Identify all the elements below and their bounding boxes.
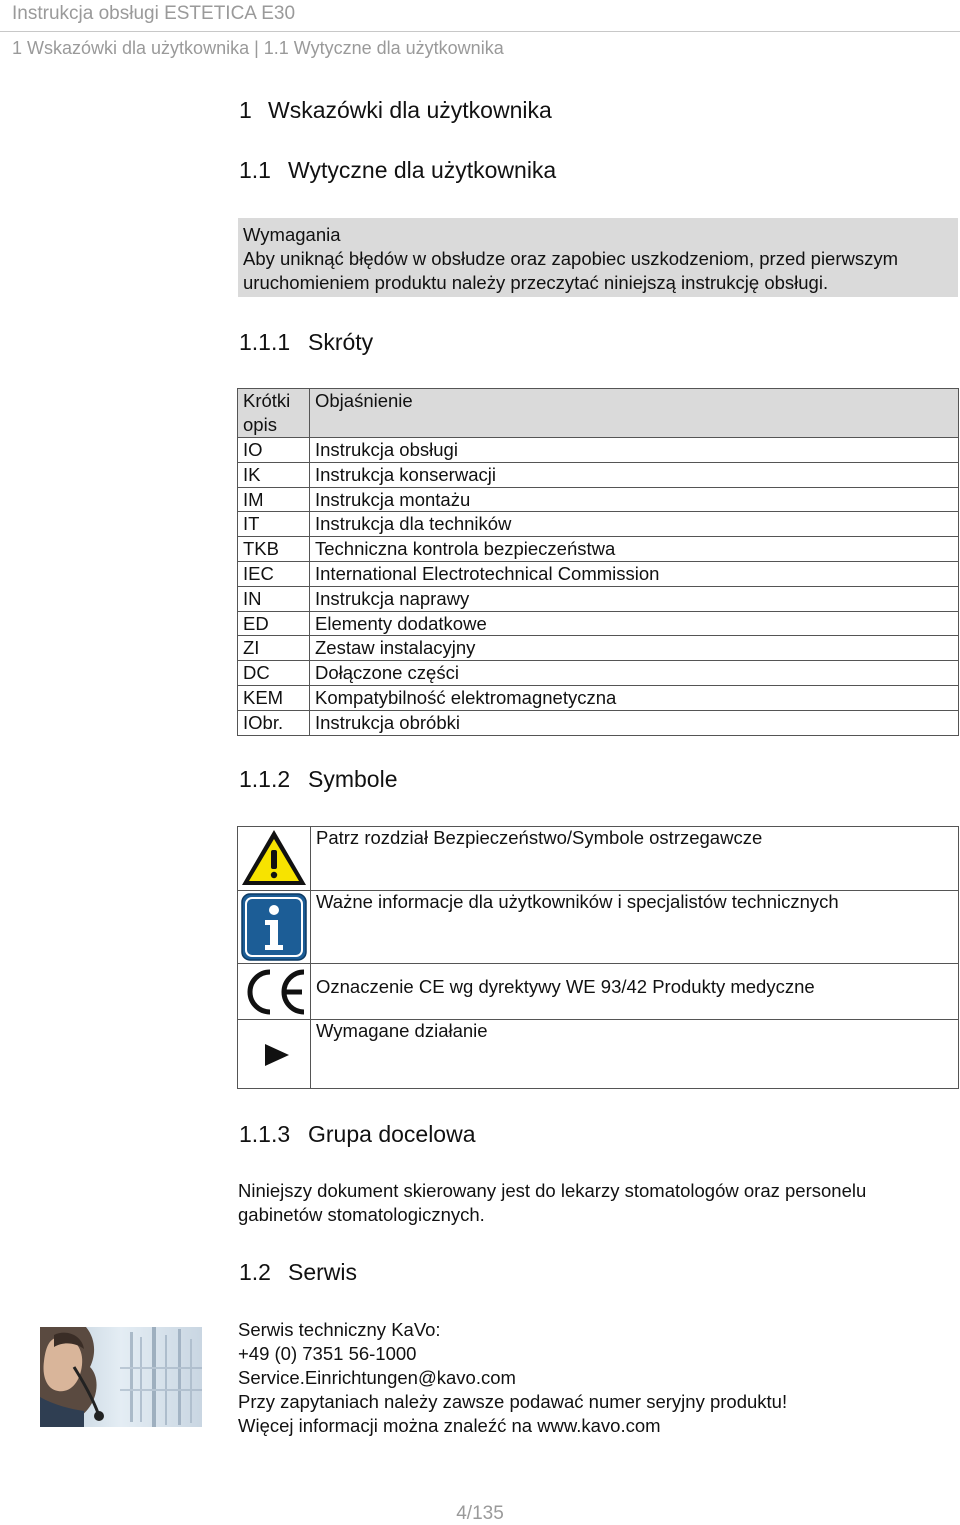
table-row xyxy=(238,685,959,710)
abbr-cell: TKB xyxy=(238,537,310,562)
abbr-cell: IObr. xyxy=(238,710,310,735)
table-row xyxy=(238,561,959,586)
section-1-1-1-heading xyxy=(239,329,373,356)
abbr-cell: IT xyxy=(238,512,310,537)
symbol-icon-cell xyxy=(238,1020,311,1089)
abbr-cell: IK xyxy=(238,462,310,487)
abbr-cell: DC xyxy=(238,661,310,686)
section-number: 1 xyxy=(239,97,252,123)
abbreviations-table xyxy=(237,388,959,736)
symbol-row xyxy=(238,827,959,891)
explanation-cell: Kompatybilność elektromagnetyczna xyxy=(310,685,959,710)
abbr-cell: ZI xyxy=(238,636,310,661)
action-arrow-icon xyxy=(263,1042,293,1068)
header-short-line2: opis xyxy=(243,414,277,435)
abbr-cell: ED xyxy=(238,611,310,636)
table-row xyxy=(238,661,959,686)
explanation-cell: Instrukcja konserwacji xyxy=(310,462,959,487)
target-group-line1: Niniejszy dokument skierowany jest do lekarzy stomatologów oraz personelu xyxy=(238,1180,867,1201)
table-row xyxy=(238,512,959,537)
ce-mark-icon xyxy=(240,966,308,1018)
section-number: 1.2 xyxy=(239,1259,271,1285)
table-row xyxy=(238,710,959,735)
service-phone: +49 (0) 7351 56-1000 xyxy=(238,1343,417,1364)
section-1-1-heading xyxy=(239,157,556,184)
warning-triangle-icon xyxy=(240,827,308,889)
section-1-2-heading xyxy=(239,1259,357,1286)
service-technician-image xyxy=(40,1327,202,1427)
symbol-icon-cell xyxy=(238,891,311,964)
info-icon xyxy=(241,893,307,961)
header-cell-short xyxy=(238,389,310,438)
symbol-row xyxy=(238,1020,959,1089)
section-title: Grupa docelowa xyxy=(308,1121,476,1147)
section-title: Skróty xyxy=(308,329,374,355)
symbols-table xyxy=(237,826,959,1089)
explanation-cell: Instrukcja montażu xyxy=(310,487,959,512)
explanation-cell: Dołączone części xyxy=(310,661,959,686)
service-line1: Serwis techniczny KaVo: xyxy=(238,1319,441,1340)
table-row xyxy=(238,438,959,463)
abbr-cell: IO xyxy=(238,438,310,463)
section-number: 1.1 xyxy=(239,157,271,183)
symbol-text: Wymagane działanie xyxy=(311,1020,959,1089)
symbol-icon-cell xyxy=(238,827,311,891)
table-row xyxy=(238,537,959,562)
requirements-label: Wymagania xyxy=(243,224,341,245)
symbol-row xyxy=(238,964,959,1020)
section-title: Serwis xyxy=(288,1259,358,1285)
requirements-text-line2: uruchomieniem produktu należy przeczytać niniejszą instrukcję obsługi. xyxy=(243,272,829,293)
header-cell-explanation: Objaśnienie xyxy=(310,389,959,438)
requirements-text-line1: Aby uniknąć błędów w obsłudze oraz zapobiec uszkodzeniom, przed pierwszym xyxy=(243,248,899,269)
page-number: 4/135 xyxy=(456,1503,504,1524)
abbr-cell: IM xyxy=(238,487,310,512)
section-title: Wskazówki dla użytkownika xyxy=(268,97,552,123)
section-1-heading xyxy=(239,97,552,124)
table-row xyxy=(238,586,959,611)
explanation-cell: Techniczna kontrola bezpieczeństwa xyxy=(310,537,959,562)
section-number: 1.1.2 xyxy=(239,766,291,792)
service-line4: Przy zapytaniach należy zawsze podawać numer seryjny produktu! xyxy=(238,1391,788,1412)
section-title: Wytyczne dla użytkownika xyxy=(288,157,557,183)
section-title: Symbole xyxy=(308,766,398,792)
requirements-box xyxy=(238,218,958,297)
section-number: 1.1.1 xyxy=(239,329,291,355)
header-short-line1: Krótki xyxy=(243,390,291,411)
explanation-cell: Instrukcja obróbki xyxy=(310,710,959,735)
table-row xyxy=(238,636,959,661)
table-header-row xyxy=(238,389,959,438)
section-1-1-3-heading xyxy=(239,1121,476,1148)
explanation-cell: Zestaw instalacyjny xyxy=(310,636,959,661)
service-line5: Więcej informacji można znaleźć na www.kavo.com xyxy=(238,1415,661,1436)
symbol-icon-cell xyxy=(238,964,311,1020)
explanation-cell: Instrukcja obsługi xyxy=(310,438,959,463)
table-row xyxy=(238,611,959,636)
section-number: 1.1.3 xyxy=(239,1121,291,1147)
abbr-cell: KEM xyxy=(238,685,310,710)
symbol-row xyxy=(238,891,959,964)
explanation-cell: International Electrotechnical Commission xyxy=(310,561,959,586)
service-email: Service.Einrichtungen@kavo.com xyxy=(238,1367,516,1388)
section-1-1-2-heading xyxy=(239,766,397,793)
abbr-cell: IEC xyxy=(238,561,310,586)
explanation-cell: Instrukcja dla techników xyxy=(310,512,959,537)
symbol-text: Patrz rozdział Bezpieczeństwo/Symbole ostrzegawcze xyxy=(311,827,959,891)
explanation-cell: Elementy dodatkowe xyxy=(310,611,959,636)
symbol-text: Oznaczenie CE wg dyrektywy WE 93/42 Produkty medyczne xyxy=(311,964,959,1020)
document-title: Instrukcja obsługi ESTETICA E30 xyxy=(12,3,296,24)
abbr-cell: IN xyxy=(238,586,310,611)
breadcrumb: 1 Wskazówki dla użytkownika | 1.1 Wytyczne dla użytkownika xyxy=(12,38,504,58)
symbol-text: Ważne informacje dla użytkowników i specjalistów technicznych xyxy=(311,891,959,964)
target-group-line2: gabinetów stomatologicznych. xyxy=(238,1204,485,1225)
header-divider xyxy=(0,31,960,32)
explanation-cell: Instrukcja naprawy xyxy=(310,586,959,611)
table-row xyxy=(238,462,959,487)
table-row xyxy=(238,487,959,512)
